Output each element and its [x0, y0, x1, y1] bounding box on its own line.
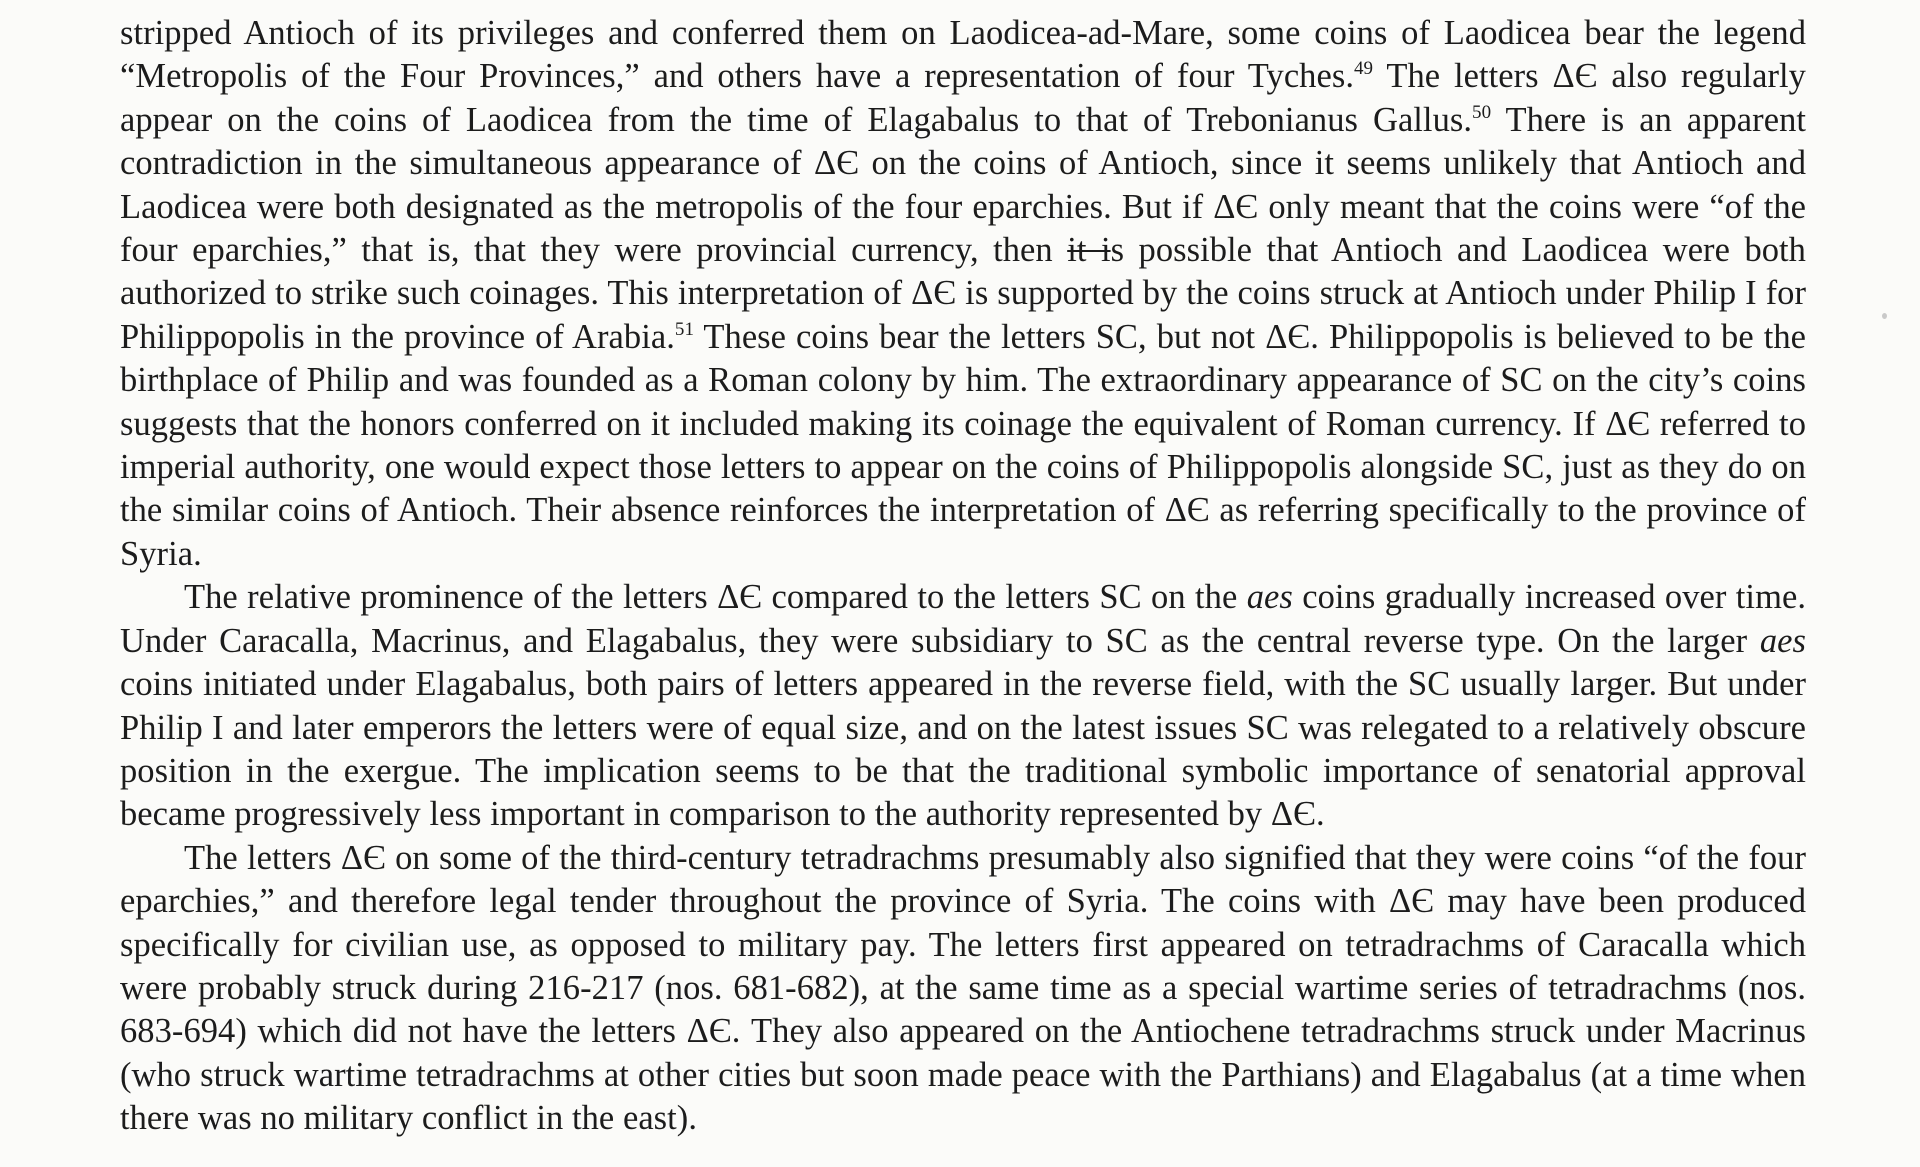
- text-run: coins gradually increased over time. Under Caracalla, Macrinus, and Elagabalus, they were subsidiary to SC as the central reverse type. On the larger: [120, 578, 1806, 660]
- text-run: The relative prominence of the letters ΔЄ compared to the letters SC on the: [184, 578, 1247, 617]
- paragraph-3: [120, 837, 1806, 1141]
- text-run: stripped Antioch of its privileges and conferred them on Laodicea-ad-Mare, some coins of Laodicea bear the legend “Metropolis of the Four Provinces,” and others have a representation of four Tyches.: [120, 14, 1806, 96]
- paragraph-1: [120, 12, 1806, 576]
- footnote-ref-49: 49: [1354, 58, 1374, 80]
- text-run: The letters ΔЄ also regularly appear on the coins of Laodicea from the time of Elagabalus to that of Trebonianus Gallus.: [120, 57, 1806, 139]
- footnote-ref-51: 51: [674, 318, 694, 340]
- footnote-ref-50: 50: [1472, 101, 1492, 123]
- italic-term: aes: [1246, 578, 1293, 617]
- italic-term: aes: [1759, 621, 1806, 660]
- struck-through-text: it i: [1067, 231, 1111, 270]
- text-run: These coins bear the letters SC, but not ΔЄ. Philippopolis is believed to be the birthplace of Philip and was founded as a Roman colony by him. The extraordinary appearance of SC on the city’s coins suggests that the honors conferred on it included making its coinage the equivalent of Roman currency. If ΔЄ referred to imperial authority, one would expect those letters to appear on the coins of Philippopolis alongside SC, just as they do on the similar coins of Antioch. Their absence reinforces the interpretation of ΔЄ as referring specifically to the province of Syria.: [120, 317, 1806, 573]
- scan-speck: [1882, 313, 1887, 319]
- text-run: coins initiated under Elagabalus, both pairs of letters appeared in the reverse field, with the SC usually larger. But under Philip I and later emperors the letters were of equal size, and on the latest issues SC was relegated to a relatively obscure position in the exergue. The implication seems to be that the traditional symbolic importance of senatorial approval became progressively less important in comparison to the authority represented by ΔЄ.: [120, 665, 1806, 834]
- body-text: [120, 12, 1806, 1141]
- paragraph-2: [120, 576, 1806, 836]
- text-run: There is an apparent contradiction in the simultaneous appearance of ΔЄ on the coins of Antioch, since it seems unlikely that Antioch and Laodicea were both designated as the metropolis of the four eparchies. But if ΔЄ only meant that the coins were “of the four eparchies,” that is, that they were provincial currency, then: [120, 100, 1807, 270]
- text-run: The letters ΔЄ on some of the third-century tetradrachms presumably also signified that they were coins “of the four eparchies,” and therefore legal tender throughout the province of Syria. The coins with ΔЄ may have been produced specifically for civilian use, as opposed to military pay. The letters first appeared on tetradrachms of Caracalla which were probably struck during 216-217 (nos. 681-682), at the same time as a special wartime series of tetradrachms (nos. 683-694) which did not have the letters ΔЄ. They also appeared on the Antiochene tetradrachms struck under Macrinus (who struck wartime tetradrachms at other cities but soon made peace with the Parthians) and Elagabalus (at a time when there was no military conflict in the east).: [120, 838, 1806, 1138]
- text-run: s possible that Antioch and Laodicea were both authorized to strike such coinages. This interpretation of ΔЄ is supported by the coins struck at Antioch under Philip I for Philippopolis in the province of Arabia.: [120, 231, 1806, 356]
